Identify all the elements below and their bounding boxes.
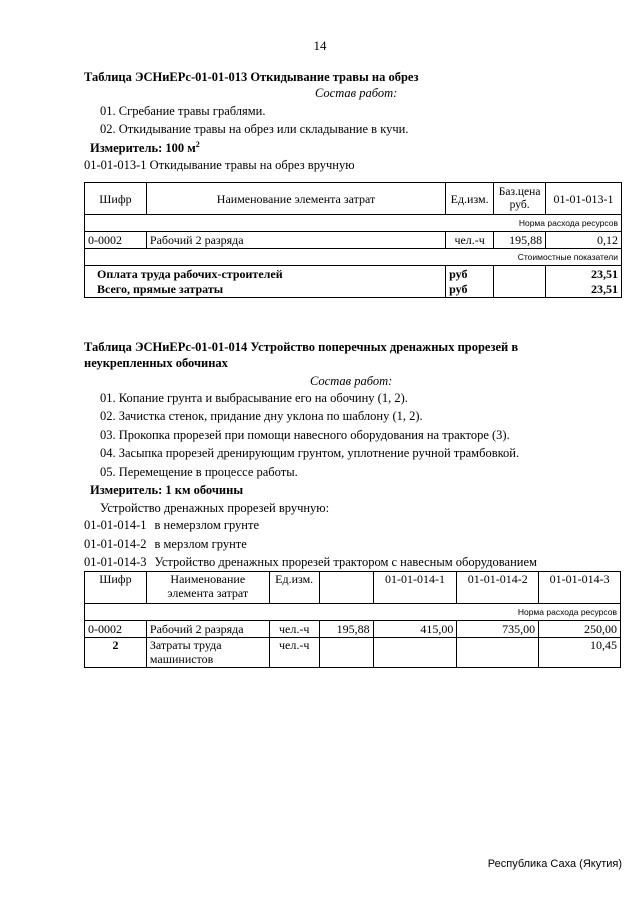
table2-meter: Измеритель: 1 км обочины xyxy=(90,483,244,497)
header-name: Наименование элемента затрат xyxy=(146,183,445,215)
row-price: 195,88 xyxy=(494,232,546,249)
header-base-price: Баз.цена руб. xyxy=(494,183,546,215)
footer: Республика Саха (Якутия) xyxy=(487,858,622,870)
header-code: 01-01-013-1 xyxy=(546,183,622,215)
code-line-3: 01-01-014-3 Устройство дренажных прорезей трактором с навесным оборудованием xyxy=(84,555,537,569)
t2-header-unit: Ед.изм. xyxy=(269,572,319,604)
table1-work-1: 01. Сгребание травы граблями. xyxy=(100,104,266,118)
table2-work-1: 01. Копание грунта и выбрасывание его на обочину (1, 2). xyxy=(100,391,408,405)
table1-sostav: Состав работ: xyxy=(315,86,398,100)
row-value: 0,12 xyxy=(546,232,622,249)
t2-row2-v1 xyxy=(373,638,457,668)
t2-row2-v3: 10,45 xyxy=(539,638,621,668)
pay-name: Оплата труда рабочих-строителей xyxy=(85,266,446,282)
total-unit: руб xyxy=(446,282,494,298)
stoim-label: Стоимостные показатели xyxy=(85,249,622,266)
header-unit: Ед.изм. xyxy=(446,183,494,215)
norma-label: Норма расхода ресурсов xyxy=(85,215,622,232)
row-shifr: 0-0002 xyxy=(85,232,147,249)
table1 xyxy=(84,182,622,298)
table2-title-line1: Таблица ЭСНиЕРс-01-01-014 Устройство поперечных дренажных прорезей в xyxy=(84,340,519,354)
row-unit: чел.-ч xyxy=(446,232,494,249)
table2-sostav: Состав работ: xyxy=(310,374,393,388)
table2-work-4: 04. Засыпка прорезей дренирующим грунтом, уплотнение ручной трамбовкой. xyxy=(100,446,520,460)
t2-row2-price xyxy=(319,638,373,668)
table1-title: Таблица ЭСНиЕРс-01-01-013 Откидывание травы на обрез xyxy=(84,70,419,84)
table2-work-2: 02. Зачистка стенок, придание дну уклона по шаблону (1, 2). xyxy=(100,409,423,423)
t2-row1-name: Рабочий 2 разряда xyxy=(146,621,269,638)
t2-row2-name: Затраты труда машинистов xyxy=(146,638,269,668)
t2-norma-label: Норма расхода ресурсов xyxy=(85,604,621,621)
t2-row1-v3: 250,00 xyxy=(539,621,621,638)
table1-meter: Измеритель: 100 $м^2$ xyxy=(90,140,200,156)
t2-header-c2: 01-01-014-2 xyxy=(457,572,539,604)
table2-title-line2: неукрепленных обочинах xyxy=(84,356,228,370)
t2-header-name: Наименование элемента затрат xyxy=(146,572,269,604)
t2-row1-v2: 735,00 xyxy=(457,621,539,638)
total-value: 23,51 xyxy=(546,282,622,298)
header-shifr: Шифр xyxy=(85,183,147,215)
table1-code-line: 01-01-013-1 Откидывание травы на обрез вручную xyxy=(84,158,355,172)
row-name: Рабочий 2 разряда xyxy=(146,232,445,249)
t2-row2-v2 xyxy=(457,638,539,668)
code-line-2: 01-01-014-2 в мерзлом грунте xyxy=(84,537,247,551)
pay-unit: руб xyxy=(446,266,494,282)
t2-header-c1: 01-01-014-1 xyxy=(373,572,457,604)
t2-row2-unit: чел.-ч xyxy=(269,638,319,668)
pay-value: 23,51 xyxy=(546,266,622,282)
table1-work-2: 02. Откидывание травы на обрез или складывание в кучи. xyxy=(100,122,409,136)
t2-row1-price: 195,88 xyxy=(319,621,373,638)
t2-row1-shifr: 0-0002 xyxy=(85,621,147,638)
table2-work-3: 03. Прокопка прорезей при помощи навесного оборудования на тракторе (3). xyxy=(100,428,510,442)
total-name: Всего, прямые затраты xyxy=(85,282,446,298)
t2-header-shifr: Шифр xyxy=(85,572,147,604)
table2 xyxy=(84,571,621,668)
t2-row2-shifr: 2 xyxy=(85,638,147,668)
table2-manual: Устройство дренажных прорезей вручную: xyxy=(100,501,330,515)
t2-header-c3: 01-01-014-3 xyxy=(539,572,621,604)
code-line-1: 01-01-014-1 в немерзлом грунте xyxy=(84,518,260,532)
t2-row1-unit: чел.-ч xyxy=(269,621,319,638)
table2-work-5: 05. Перемещение в процессе работы. xyxy=(100,465,298,479)
t2-row1-v1: 415,00 xyxy=(373,621,457,638)
page-number: 14 xyxy=(313,38,327,53)
